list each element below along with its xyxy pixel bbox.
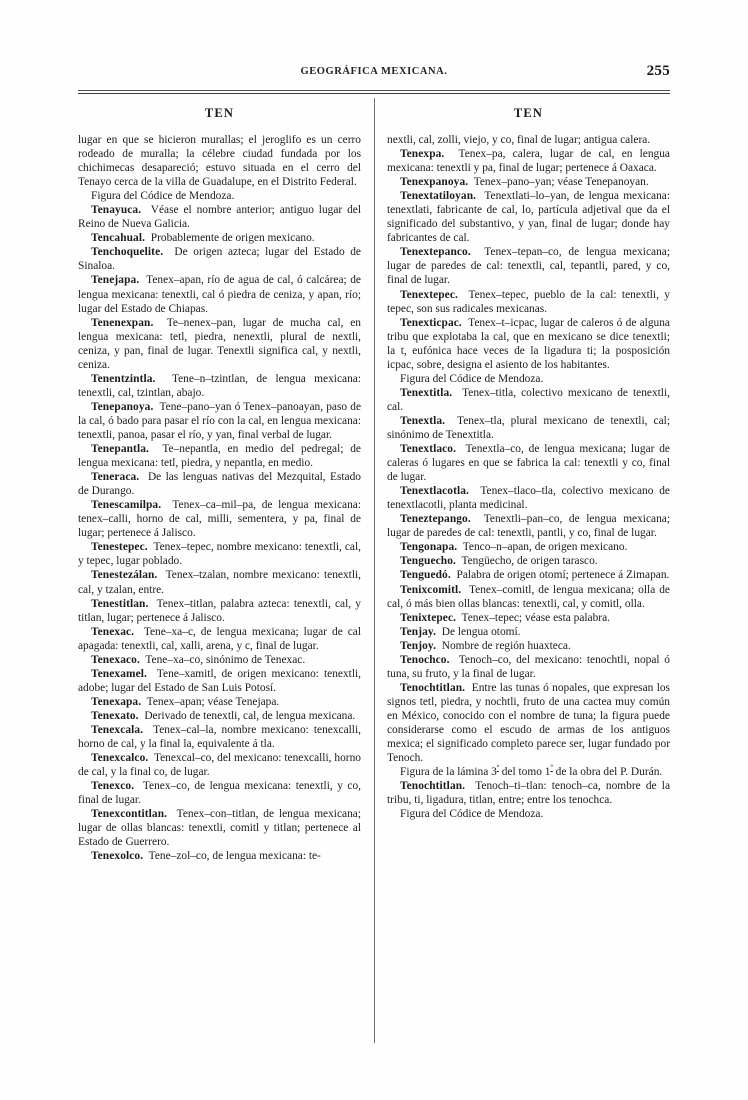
left-column-body <box>78 133 361 863</box>
entry-definition: Tene–pano–yan ó Tenex–panoayan, paso de la cal, ó bado para pasar el río con la cal, en lengua mexicana: tenextli, panoa, pasar el río, y yan, final verbal de lugar. <box>78 400 361 441</box>
entry-definition: Tene–xa–c, de lengua mexicana; lugar de cal apagada: tenextli, cal, xalli, arena, y c, final de lugar. <box>78 625 361 652</box>
entry-definition: Tenex–tepec, pueblo de la cal: tenextli, y tepec, son sus radicales mexicanas. <box>387 288 670 315</box>
dictionary-entry <box>78 597 361 625</box>
running-head <box>78 63 670 84</box>
entry-headword: Tencahual. <box>91 232 146 245</box>
dictionary-entry <box>78 667 361 695</box>
entry-headword: Tenepantla. <box>91 443 149 456</box>
dictionary-entry <box>387 779 670 807</box>
entry-headword: Tenejapa. <box>91 274 140 287</box>
dictionary-entry <box>78 400 361 442</box>
dictionary-entry <box>78 442 361 470</box>
entry-headword: Tenexato. <box>91 709 139 722</box>
dictionary-entry <box>387 484 670 512</box>
entry-definition: Tene–xa–co, sinónimo de Tenexac. <box>145 653 306 666</box>
entry-headword: Tenexcala. <box>91 723 144 736</box>
dictionary-entry <box>78 807 361 849</box>
entry-headword: Tenescamilpa. <box>91 499 162 512</box>
dictionary-entry <box>78 273 361 315</box>
entry-headword: Tenextatiloyan. <box>400 190 477 203</box>
dictionary-entry <box>387 316 670 372</box>
dictionary-entry <box>387 554 670 568</box>
entry-headword: Tenestezálan. <box>91 569 158 582</box>
entry-headword: Tenexolco. <box>91 850 144 863</box>
entry-definition: Tenextli–pan–co, de lengua mexicana; lugar de paredes de cal: tenextli, pantli, y co, final de lugar. <box>387 513 670 540</box>
entry-headword: Tenentzintla. <box>91 372 156 385</box>
dictionary-entry <box>78 540 361 568</box>
column-head-right: TEN <box>513 106 544 120</box>
dictionary-entry <box>387 414 670 442</box>
entry-definition: Tenex–comitl, de lengua mexicana; olla de cal, ó más bien ollas blancas: tenextli, cal, y comitl, olla. <box>387 583 670 610</box>
dictionary-entry <box>387 611 670 625</box>
entry-headword: Tenenexpan. <box>91 316 154 329</box>
entry-definition: Tenextla–co, de lengua mexicana; lugar de caleras ó lugares en que se fabrica la cal: tenextli y co, final de lugar. <box>387 443 670 484</box>
dictionary-entry <box>387 681 670 765</box>
entry-definition: Tene–n–tzintlan, de lengua mexicana: tenextli, cal, tzintlan, abajo. <box>78 372 361 399</box>
entry-definition: Tengüecho, de origen tarasco. <box>461 555 598 568</box>
dictionary-entry <box>387 568 670 582</box>
header-rule-lower <box>78 93 670 94</box>
figure-note <box>387 765 670 779</box>
entry-headword: Tenexcontitlan. <box>91 808 168 821</box>
entry-definition: Tenex–tzalan, nombre mexicano: tenextli, cal, y tzalan, entre. <box>78 569 361 596</box>
entry-headword: Tenestepec. <box>91 541 148 554</box>
running-title: GEOGRÁFICA MEXICANA. <box>300 66 448 77</box>
dictionary-entry <box>387 653 670 681</box>
dictionary-entry <box>78 231 361 245</box>
figure-note-text-middle: del tomo 1 <box>498 766 551 779</box>
entry-headword: Tenexamel. <box>91 667 147 680</box>
entry-definition: Tenex–titla, colectivo mexicano de tenextli, cal. <box>387 386 670 413</box>
entry-headword: Tenochco. <box>400 653 450 666</box>
figure-note-text: Figura del Códice de Mendoza. <box>400 808 544 821</box>
figure-note <box>78 189 361 203</box>
entry-headword: Tenochtitlan. <box>400 681 466 694</box>
entry-definition: Tenex–cal–la, nombre mexicano: tenexcalli, horno de cal, y la final la, equivalente á tla. <box>78 723 361 751</box>
entry-definition: Derivado de tenextli, cal, de lengua mexicana. <box>144 709 356 722</box>
dictionary-entry <box>78 568 361 596</box>
text-columns <box>78 106 670 1046</box>
entry-definition: Tenex–tepan–co, de lengua mexicana; lugar de paredes de cal: tenextli, cal, tepantli, pared, y co, final de lugar. <box>387 246 670 287</box>
dictionary-entry <box>78 849 361 863</box>
figure-note-text-end: de la obra del P. Durán. <box>552 766 663 779</box>
paragraph-continuation <box>78 133 361 189</box>
dictionary-entry <box>78 498 361 540</box>
dictionary-entry <box>387 625 670 639</box>
entry-definition: Tenex–pa, calera, lugar de cal, en lengua mexicana: tenextli y pa, final de lugar; pertenece á Oaxaca. <box>387 148 670 175</box>
entry-headword: Tenexapa. <box>91 695 142 708</box>
column-head-left: TEN <box>204 106 235 120</box>
entry-definition: Te–nenex–pan, lugar de mucha cal, en lengua mexicana: tetl, piedra, nenextli, plural de nextli, ceniza, y pan, final de lugar. Tenextli significa cal, y nextli, ceniza. <box>78 316 361 371</box>
dictionary-entry <box>78 779 361 807</box>
dictionary-entry <box>387 175 670 189</box>
entry-definition: Tenex–apan; véase Tenejapa. <box>146 695 280 708</box>
entry-headword: Tenayuca. <box>91 204 142 217</box>
entry-headword: Tenexac. <box>91 625 135 638</box>
entry-headword: Tenextepanco. <box>400 246 471 259</box>
entry-definition: Tene–zol–co, de lengua mexicana: te- <box>148 850 321 863</box>
entry-headword: Tenextla. <box>400 414 446 427</box>
entry-definition: Tenex–ca–mil–pa, de lengua mexicana: tenex–calli, horno de cal, milli, sementera, y pa, final de lugar; pertenece á Jalisco. <box>78 499 361 540</box>
entry-definition: Tenex–t–icpac, lugar de caleros ó de alguna tribu que explotaba la cal, que en mexicano se dice tenextli; la t, eufónica hace veces de la ligadura ti; la posposición icpac, sobre, designa el asiento de los habitantes. <box>387 316 670 371</box>
entry-headword: Tenextlaco. <box>400 443 457 456</box>
dictionary-entry <box>387 639 670 653</box>
entry-headword: Teneraca. <box>91 471 140 484</box>
entry-headword: Tenexticpac. <box>400 316 462 329</box>
entry-headword: Tenixcomitl. <box>400 583 462 596</box>
header-rule-upper <box>78 90 670 91</box>
left-column <box>78 106 361 1046</box>
entry-headword: Tenexcalco. <box>91 752 149 765</box>
dictionary-entry <box>387 540 670 554</box>
entry-definition: De origen azteca; lugar del Estado de Sinaloa. <box>78 246 361 273</box>
entry-headword: Tenexaco. <box>91 653 140 666</box>
entry-headword: Tenextepec. <box>400 288 458 301</box>
right-column-body <box>387 133 670 821</box>
entry-headword: Teneztepango. <box>400 513 471 526</box>
entry-definition: Tenexcal–co, del mexicano: tenexcalli, horno de cal, y la final co, de lugar. <box>78 752 361 779</box>
entry-headword: Tenixtepec. <box>400 611 457 624</box>
page-number: 255 <box>646 63 670 79</box>
entry-headword: Tenguecho. <box>400 555 456 568</box>
entry-headword: Tenjay. <box>400 625 437 638</box>
entry-definition: Tenex–con–titlan, de lengua mexicana; lugar de ollas blancas: tenextli, comitl y titlan; pertenece al Estado de Guerrero. <box>78 808 361 849</box>
entry-definition: Nombre de región huaxteca. <box>441 639 571 652</box>
entry-definition: Tenex–tlaco–tla, colectivo mexicano de tenextlacotli, planta medicinal. <box>387 485 670 512</box>
entry-definition: Tenex–tepec, nombre mexicano: tenextli, cal, y tepec, lugar poblado. <box>78 541 361 568</box>
entry-headword: Tenexpa. <box>400 148 445 161</box>
entry-headword: Tenepanoya. <box>91 400 154 413</box>
entry-definition: Tene–xamitl, de origen mexicano: tenextli, adobe; lugar del Estado de San Luis Potosí. <box>78 667 361 694</box>
entry-definition: Tenoch–ti–tlan: tenoch–ca, nombre de la tribu, ti, ligadura, titlan, entre; entre los tenochca. <box>387 780 670 807</box>
dictionary-entry <box>78 470 361 498</box>
dictionary-entry <box>387 386 670 414</box>
dictionary-entry <box>387 442 670 484</box>
dictionary-entry <box>78 709 361 723</box>
entry-definition: Entre las tunas ó nopales, que expresan los signos tetl, piedra, y nochtli, fruto de una cactea muy común en México, conocido con el nombre de tuna; la figura puede considerarse como el escudo de armas de los antiguos mexica; el significado completo parece ser, lugar fundado por Tenoch. <box>387 681 670 765</box>
figure-note-text: Figura del Códice de Mendoza. <box>400 372 544 385</box>
dictionary-entry <box>387 189 670 245</box>
entry-headword: Tenextlacotla. <box>400 485 469 498</box>
header-double-rule <box>78 90 670 94</box>
figure-note-text: Figura de la lámina 3 <box>400 766 497 779</box>
entry-definition: Tenco–n–apan, de origen mexicano. <box>462 541 628 554</box>
entry-definition: Probablemente de origen mexicano. <box>150 232 315 245</box>
entry-definition: Tenex–tepec; véase esta palabra. <box>461 611 611 624</box>
entry-definition: De lengua otomí. <box>441 625 521 638</box>
dictionary-entry <box>78 203 361 231</box>
dictionary-entry <box>78 245 361 273</box>
entry-definition: De las lenguas nativas del Mezquital, Estado de Durango. <box>78 471 361 498</box>
entry-definition: Véase el nombre anterior; antiguo lugar del Reino de Nueva Galicia. <box>78 204 361 231</box>
entry-headword: Tenguedó. <box>400 569 451 582</box>
dictionary-entry <box>387 583 670 611</box>
right-column <box>387 106 670 1046</box>
entry-headword: Tenchoquelite. <box>91 246 164 259</box>
dictionary-entry <box>78 316 361 372</box>
dictionary-entry <box>387 245 670 287</box>
entry-definition: Tenex–pano–yan; véase Tenepanoyan. <box>473 176 649 189</box>
entry-definition: Tenex–tla, plural mexicano de tenextli, cal; sinónimo de Tenextitla. <box>387 414 670 441</box>
entry-headword: Tenjoy. <box>400 639 437 652</box>
entry-definition: Tenextlati–lo–yan, de lengua mexicana: tenextlati, fabricante de cal, lo, partícula adjetival que da el significado del substantivo, y yan, final de lugar; donde hay fabricantes de cal. <box>387 190 670 245</box>
entry-headword: Tenexpanoya. <box>400 176 469 189</box>
entry-headword: Tenextitla. <box>400 386 453 399</box>
paragraph-continuation <box>387 133 670 147</box>
dictionary-entry <box>387 288 670 316</box>
figure-note <box>387 807 670 821</box>
ordinal-indicator-tomo: º <box>550 763 553 773</box>
dictionary-entry <box>387 512 670 540</box>
entry-definition: Palabra de origen otomí; pertenece á Zimapan. <box>456 569 670 582</box>
entry-definition: nextli, cal, zolli, viejo, y co, final de lugar; antigua calera. <box>387 134 651 146</box>
entry-definition: Tenoch–co, del mexicano: tenochtli, nopal ó tuna, su fruto, y la final de lugar. <box>387 653 670 680</box>
entry-definition: lugar en que se hicieron murallas; el jeroglifo es un cerro rodeado de muralla; la célebre ciudad fundada por los chichimecas desapareció; estuvo situada en el cerro del Tenayo cerca de la villa de Guadalupe, en el Distrito Federal. <box>78 134 361 189</box>
dictionary-entry <box>78 723 361 751</box>
entry-headword: Tengonapa. <box>400 541 458 554</box>
figure-note-text: Figura del Códice de Mendoza. <box>91 190 235 203</box>
entry-definition: Tenex–titlan, palabra azteca: tenextli, cal, y titlan, lugar; pertenece á Jalisco. <box>78 597 361 624</box>
entry-headword: Tenochtitlan. <box>400 780 466 793</box>
entry-definition: Tenex–co, de lengua mexicana: tenextli, y co, final de lugar. <box>78 780 361 807</box>
entry-definition: Tenex–apan, río de agua de cal, ó calcárea; de lengua mexicana: tenextli, cal ó piedra de ceniza, y apan, río; lugar del Estado de Chiapas. <box>78 274 361 315</box>
entry-headword: Tenexco. <box>91 780 135 793</box>
entry-headword: Tenestitlan. <box>91 597 149 610</box>
entry-definition: Te–nepantla, en medio del pedregal; de lengua mexicana: tetl, piedra, y nepantla, en medio. <box>78 443 361 470</box>
dictionary-entry <box>78 372 361 400</box>
dictionary-entry <box>78 751 361 779</box>
dictionary-entry <box>78 625 361 653</box>
dictionary-entry <box>78 695 361 709</box>
figure-note <box>387 372 670 386</box>
ordinal-indicator-lamina: ª <box>496 763 499 773</box>
dictionary-entry <box>387 147 670 175</box>
dictionary-entry <box>78 653 361 667</box>
